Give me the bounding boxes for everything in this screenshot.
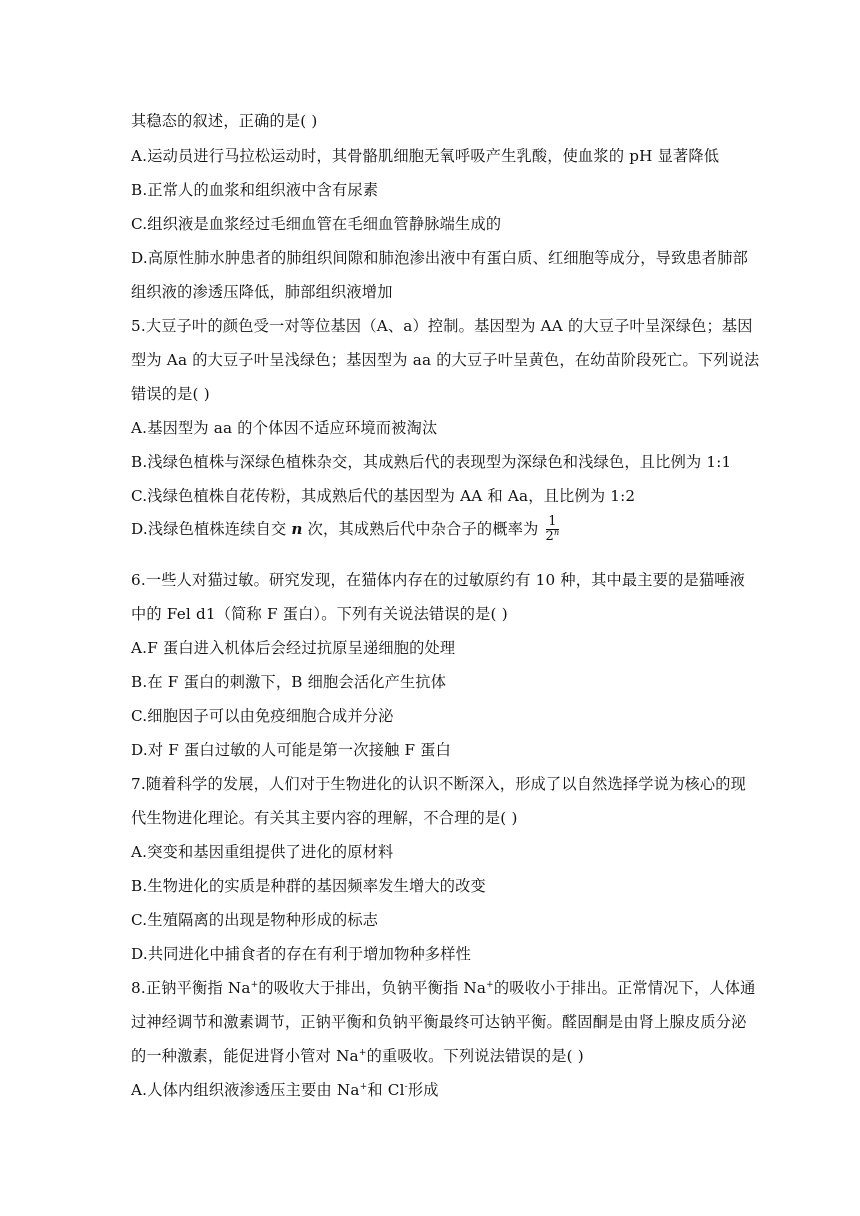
q5-option-d-pre: D.浅绿色植株连续自交 <box>131 520 292 538</box>
q8-stem-line1 <box>131 978 756 1001</box>
q4-option-d-line1: D.高原性肺水肿患者的肺组织间隙和肺泡渗出液中有蛋白质、红细胞等成分，导致患者肺部 <box>131 249 748 267</box>
q8-a-a: A.人体内组织液渗透压主要由 Na <box>131 1081 360 1099</box>
q5-fraction-denominator <box>546 530 560 545</box>
q8-na-plus-2: + <box>486 980 494 990</box>
q8-l3-a: 的一种激素，能促进肾小管对 Na <box>131 1047 359 1065</box>
q5-stem-line2: 型为 Aa 的大豆子叶呈浅绿色；基因型为 aa 的大豆子叶呈黄色，在幼苗阶段死亡。下列说法 <box>131 351 760 369</box>
q6-option-c: C.细胞因子可以由免疫细胞合成并分泌 <box>131 707 394 725</box>
q4-option-b: B.正常人的血浆和组织液中含有尿素 <box>131 181 379 199</box>
q8-stem-line3 <box>131 1046 584 1069</box>
q8-cl-minus: - <box>404 1082 408 1092</box>
q7-option-a: A.突变和基因重组提供了进化的原材料 <box>131 843 394 861</box>
q8-option-a <box>131 1080 439 1103</box>
q6-option-b: B.在 F 蛋白的刺激下，B 细胞会活化产生抗体 <box>131 673 447 691</box>
q5-option-b: B.浅绿色植株与深绿色植株杂交，其成熟后代的表现型为深绿色和浅绿色，且比例为 1:1 <box>131 453 732 471</box>
q5-option-c: C.浅绿色植株自花传粉，其成熟后代的基因型为 AA 和 Aa，且比例为 1:2 <box>131 487 636 505</box>
q5-option-d-n: n <box>291 520 303 538</box>
q5-fraction-base: 2 <box>545 529 554 544</box>
q8-l1-a: 8.正钠平衡指 Na <box>131 979 251 997</box>
q6-option-d: D.对 F 蛋白过敏的人可能是第一次接触 F 蛋白 <box>131 741 452 759</box>
q5-option-d <box>131 514 559 545</box>
q8-na-plus-1: + <box>250 980 259 990</box>
q8-na-plus-3: + <box>358 1048 367 1058</box>
q5-fraction-numerator: 1 <box>546 515 560 530</box>
q4-option-c: C.组织液是血浆经过毛细血管在毛细血管静脉端生成的 <box>131 215 502 233</box>
q8-l1-c: 的吸收小于排出。正常情况下，人体通 <box>493 979 756 997</box>
q5-fraction <box>546 515 560 545</box>
q5-fraction-exponent: n <box>554 528 560 537</box>
q8-l1-b: 的吸收大于排出，负钠平衡指 Na <box>258 979 487 997</box>
q7-option-d: D.共同进化中捕食者的存在有利于增加物种多样性 <box>131 945 471 963</box>
q5-option-d-post: 次，其成熟后代中杂合子的概率为 <box>302 520 539 538</box>
q5-option-a: A.基因型为 aa 的个体因不适应环境而被淘汰 <box>131 419 438 437</box>
q4-stem-tail: 其稳态的叙述，正确的是( ) <box>131 112 318 130</box>
q5-stem-line3: 错误的是( ) <box>131 385 210 403</box>
q7-option-c: C.生殖隔离的出现是物种形成的标志 <box>131 911 379 929</box>
q8-stem-line2: 过神经调节和激素调节，正钠平衡和负钠平衡最终可达钠平衡。醛固酮是由肾上腺皮质分泌 <box>131 1013 747 1031</box>
q6-stem-line2: 中的 Fel d1（简称 F 蛋白）。下列有关说法错误的是( ) <box>131 605 508 623</box>
q8-a-c: 形成 <box>407 1081 439 1099</box>
q6-stem-line1: 6.一些人对猫过敏。研究发现，在猫体内存在的过敏原约有 10 种，其中最主要的是猫唾液 <box>131 571 746 589</box>
q8-l3-b: 的重吸收。下列说法错误的是( ) <box>366 1047 584 1065</box>
q7-stem-line1: 7.随着科学的发展，人们对于生物进化的认识不断深入，形成了以自然选择学说为核心的现 <box>131 775 747 793</box>
q7-stem-line2: 代生物进化理论。有关其主要内容的理解，不合理的是( ) <box>131 809 518 827</box>
q8-na-plus-4: + <box>359 1082 368 1092</box>
q7-option-b: B.生物进化的实质是种群的基因频率发生增大的改变 <box>131 877 486 895</box>
q6-option-a: A.F 蛋白进入机体后会经过抗原呈递细胞的处理 <box>131 639 456 657</box>
q5-stem-line1: 5.大豆子叶的颜色受一对等位基因（A、a）控制。基因型为 AA 的大豆子叶呈深绿色；基因 <box>131 317 753 335</box>
q4-option-a: A.运动员进行马拉松运动时，其骨骼肌细胞无氧呼吸产生乳酸，使血浆的 pH 显著降低 <box>131 147 720 165</box>
q4-option-d-line2: 组织液的渗透压降低，肺部组织液增加 <box>131 283 393 301</box>
q8-a-b: 和 Cl <box>367 1081 405 1099</box>
